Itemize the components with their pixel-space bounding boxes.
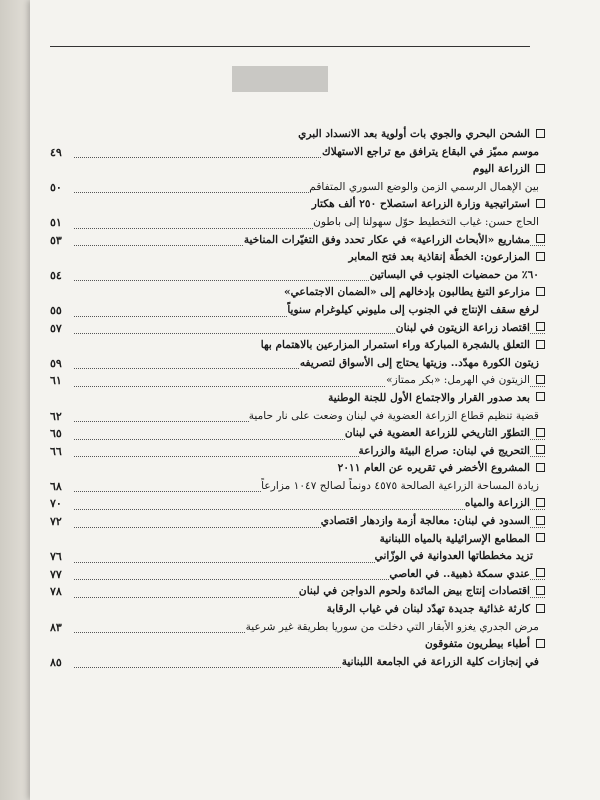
toc-entry-title: زيادة المساحة الزراعية الصالحة ٤٥٧٥ دونماً لصالح ١٠٤٧ مزارعاً <box>261 478 545 496</box>
toc-entry <box>50 408 545 426</box>
toc-entry-title: استراتيجية وزارة الزراعة استصلاح ٢٥٠ ألف هكتار <box>312 196 530 214</box>
toc-entry <box>50 355 545 373</box>
toc-entry <box>50 636 545 654</box>
toc-entry-title: أطباء بيطريون متفوقون <box>425 636 530 654</box>
toc-entry <box>50 214 545 232</box>
toc-entry <box>50 654 545 672</box>
toc-entry <box>50 126 545 144</box>
toc-entry-title: الزراعة والمياه <box>465 495 530 513</box>
checkbox-square-icon <box>536 445 545 454</box>
toc-page-number: ٥٧ <box>50 320 66 338</box>
toc-entry <box>50 531 545 549</box>
toc-entry <box>50 372 545 390</box>
toc-entry-title: المزارعون: الخطّة إنقاذية بعد فتح المعابر <box>349 249 530 267</box>
page-shadow <box>0 0 30 800</box>
toc-entry-title: اقتصاد زراعة الزيتون في لبنان <box>396 320 530 338</box>
toc-entry <box>50 302 545 320</box>
toc-page-number: ٥٩ <box>50 355 66 373</box>
toc-entry <box>50 443 545 461</box>
checkbox-square-icon <box>536 516 545 525</box>
toc-entry-title: المطامع الإسرائيلية بالمياه اللبنانية <box>380 531 530 549</box>
toc-entry-title: مشاريع «الأبحاث الزراعية» في عكار تحدد وفق التغيّرات المناخية <box>244 232 530 250</box>
toc-entry <box>50 548 545 566</box>
toc-entry <box>50 337 545 355</box>
toc-page-number: ٥٣ <box>50 232 66 250</box>
checkbox-square-icon <box>536 533 545 542</box>
toc-page-number: ٦٨ <box>50 478 66 496</box>
toc-entry-title: الزيتون في الهرمل: «بكر ممتاز» <box>386 372 530 390</box>
toc-entry-title: التعلق بالشجرة المباركة وراء استمرار المزارعين بالاهتمام بها <box>261 337 530 355</box>
checkbox-square-icon <box>536 252 545 261</box>
toc-page-number: ٧٨ <box>50 583 66 601</box>
checkbox-square-icon <box>536 463 545 472</box>
toc-page-number: ٦١ <box>50 372 66 390</box>
checkbox-square-icon <box>536 164 545 173</box>
toc-entry-title: في إنجازات كلية الزراعة في الجامعة اللبنانية <box>342 654 545 672</box>
toc-entry-title: التحريج في لبنان: صراع البيئة والزراعة <box>359 443 530 461</box>
toc-page-number: ٨٥ <box>50 654 66 672</box>
toc-entry-title: ٦٠٪ من حمضيات الجنوب في البساتين <box>370 267 545 285</box>
toc-entry <box>50 161 545 179</box>
checkbox-square-icon <box>536 428 545 437</box>
toc-entry <box>50 583 545 601</box>
toc-entry-title: عندي سمكة ذهبية.. في العاصي <box>389 566 530 584</box>
toc-entry <box>50 478 545 496</box>
toc-entry-title: بعد صدور القرار والاجتماع الأول للجنة الوطنية <box>328 390 530 408</box>
checkbox-square-icon <box>536 604 545 613</box>
toc-page-number: ٦٢ <box>50 408 66 426</box>
checkbox-square-icon <box>536 568 545 577</box>
toc-page-number: ٥١ <box>50 214 66 232</box>
toc-page-number: ٦٥ <box>50 425 66 443</box>
toc-entry-title: مزارعو التبغ يطالبون بإدخالهم إلى «الضمان الاجتماعي» <box>284 284 530 302</box>
toc-entry <box>50 267 545 285</box>
checkbox-square-icon <box>536 375 545 384</box>
toc-entry-title: الزراعة اليوم <box>473 161 530 179</box>
toc-entry <box>50 320 545 338</box>
toc-entry-title: التطوّر التاريخي للزراعة العضوية في لبنان <box>345 425 530 443</box>
toc-entry <box>50 390 545 408</box>
toc-entry-title: قضية تنظيم قطاع الزراعة العضوية في لبنان وضعت على نار حامية <box>249 408 545 426</box>
checkbox-square-icon <box>536 322 545 331</box>
checkbox-square-icon <box>536 287 545 296</box>
toc-page-number: ٦٦ <box>50 443 66 461</box>
toc-entry <box>50 460 545 478</box>
checkbox-square-icon <box>536 639 545 648</box>
checkbox-square-icon <box>536 392 545 401</box>
checkbox-square-icon <box>536 586 545 595</box>
toc-page-number: ٧٠ <box>50 495 66 513</box>
toc-page-number: ٤٩ <box>50 144 66 162</box>
toc-entry-title: موسم مميّز في البقاع يترافق مع تراجع الاستهلاك <box>322 144 545 162</box>
toc-entry-title: المشروع الأخضر في تقريره عن العام ٢٠١١ <box>338 460 530 478</box>
toc-entry <box>50 495 545 513</box>
checkbox-square-icon <box>536 129 545 138</box>
toc-entry-title: كارثة غذائية جديدة تهدّد لبنان في غياب الرقابة <box>327 601 530 619</box>
toc-page-number: ٧٧ <box>50 566 66 584</box>
toc-page-number: ٥٤ <box>50 267 66 285</box>
toc-entry <box>50 601 545 619</box>
toc-entry-title: مرض الجدري يغزو الأبقار التي دخلت من سوريا بطريقة غير شرعية <box>246 619 545 637</box>
checkbox-square-icon <box>536 340 545 349</box>
toc-page-number: ٨٣ <box>50 619 66 637</box>
toc-entry-title: اقتصادات إنتاج بيض المائدة ولحوم الدواجن في لبنان <box>299 583 530 601</box>
toc-page-number: ٧٦ <box>50 548 66 566</box>
toc-entry-title: لرفع سقف الإنتاج في الجنوب إلى مليوني كيلوغرام سنوياً <box>287 302 545 320</box>
toc-entry <box>50 513 545 531</box>
toc-entry-title: زيتون الكورة مهدّد.. وزيتها يحتاج إلى الأسواق لتصريفه <box>300 355 545 373</box>
toc-entry <box>50 144 545 162</box>
header-rule <box>50 46 530 47</box>
page-header-block <box>232 66 328 92</box>
toc-entry-title: الحاج حسن: غياب التخطيط حوّل سهولنا إلى باطون <box>313 214 545 232</box>
table-of-contents <box>50 126 545 671</box>
toc-entry-title: تزيد مخططاتها العدوانية في الوزّاني <box>375 548 545 566</box>
checkbox-square-icon <box>536 199 545 208</box>
toc-entry-title: الشحن البحري والجوي بات أولوية بعد الانسداد البري <box>298 126 530 144</box>
toc-page-number: ٥٠ <box>50 179 66 197</box>
toc-page-number: ٥٥ <box>50 302 66 320</box>
toc-entry <box>50 284 545 302</box>
toc-entry <box>50 619 545 637</box>
toc-entry-title: بين الإهمال الرسمي الزمن والوضع السوري المتفاقم <box>309 179 545 197</box>
toc-page-number: ٧٢ <box>50 513 66 531</box>
toc-entry <box>50 249 545 267</box>
toc-entry <box>50 196 545 214</box>
toc-entry-title: السدود في لبنان: معالجة أزمة وازدهار اقتصادي <box>321 513 530 531</box>
toc-entry <box>50 179 545 197</box>
checkbox-square-icon <box>536 234 545 243</box>
toc-entry <box>50 425 545 443</box>
toc-entry <box>50 232 545 250</box>
checkbox-square-icon <box>536 498 545 507</box>
toc-entry <box>50 566 545 584</box>
